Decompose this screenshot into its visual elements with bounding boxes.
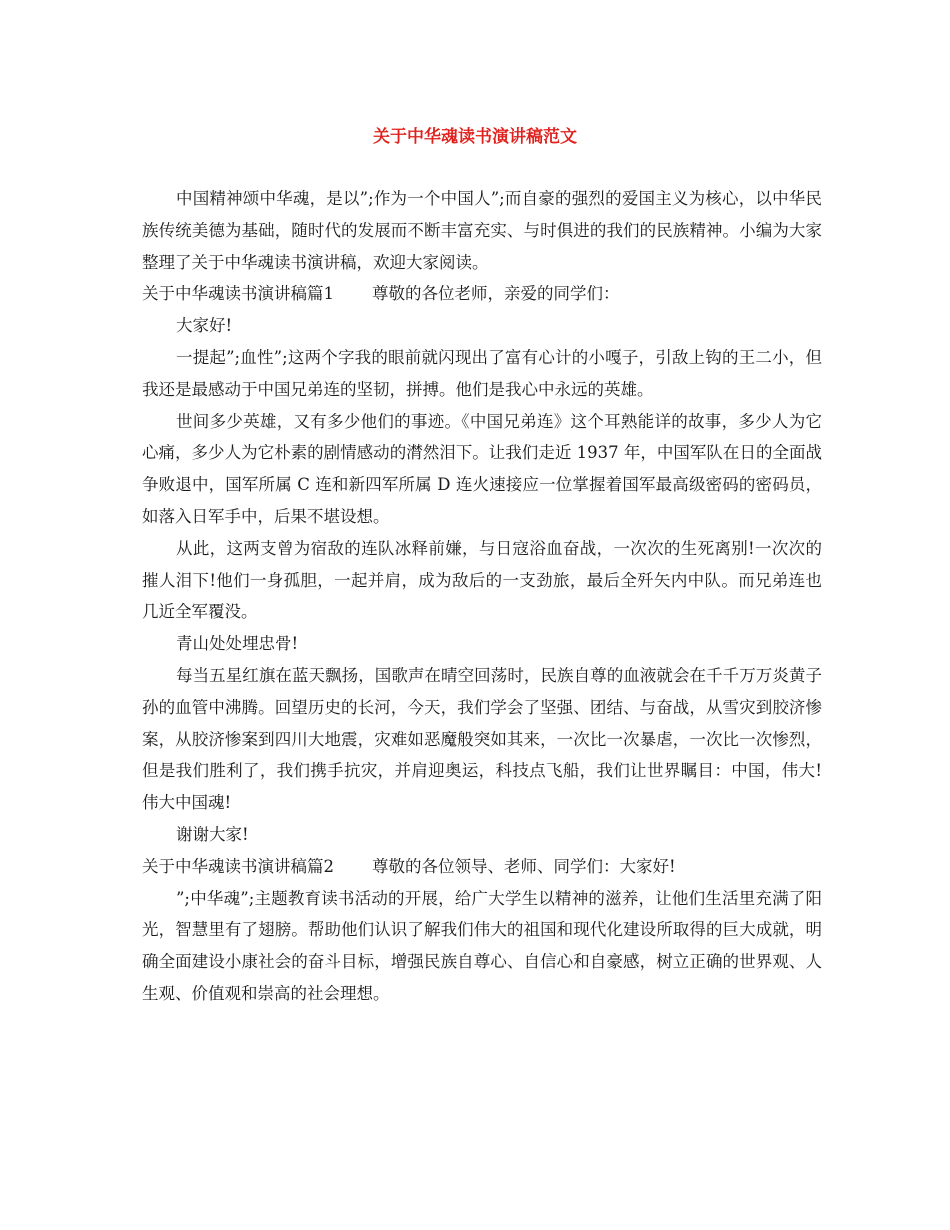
intro-paragraph: 中国精神颂中华魂，是以”;作为一个中国人”;而自豪的强烈的爱国主义为核心，以中华民族传统美德为基础，随时代的发展而不断丰富充实、与时俱进的我们的民族精神。小编为大家整理了关于中华魂读书演讲稿，欢迎大家阅读。 [142, 189, 822, 272]
document-body [142, 183, 822, 1010]
section-2-heading-line [142, 851, 822, 883]
section-1-paragraph: 每当五星红旗在蓝天飘扬，国歌声在晴空回荡时，民族自尊的血液就会在千千万万炎黄子孙的血管中沸腾。回望历史的长河，今天，我们学会了坚强、团结、与奋战，从雪灾到胶济惨案，从胶济惨案到四川大地震，灾难如恶魔般突如其来，一次比一次暴虐，一次比一次惨烈，但是我们胜利了，我们携手抗灾，并肩迎奥运，科技点飞船，我们让世界瞩目：中国，伟大!伟大中国魂! [142, 665, 822, 813]
section-1-salutation: 尊敬的各位老师，亲爱的同学们： [372, 284, 620, 304]
section-1-greeting: 大家好! [176, 316, 233, 336]
section-1-paragraph: 一提起”;血性”;这两个字我的眼前就闪现出了富有心计的小嘎子，引敌上钩的王二小，但我还是最感动于中国兄弟连的坚韧，拼搏。他们是我心中永远的英雄。 [142, 347, 822, 399]
document-title: 关于中华魂读书演讲稿范文 [373, 127, 577, 147]
section-1-paragraph: 青山处处埋忠骨! [176, 634, 299, 654]
section-1-paragraph: 从此，这两支曾为宿敌的连队冰释前嫌，与日寇浴血奋战，一次次的生死离别!一次次的摧人泪下!他们一身孤胆，一起并肩，成为敌后的一支劲旅，最后全歼矢内中队。而兄弟连也几近全军覆没。 [142, 538, 822, 622]
section-2-salutation: 尊敬的各位领导、老师、同学们：大家好! [372, 856, 676, 876]
section-2-heading: 关于中华魂读书演讲稿篇2 [142, 856, 334, 876]
section-1-paragraph: 世间多少英雄，又有多少他们的事迹。《中国兄弟连》这个耳熟能详的故事，多少人为它心痛，多少人为它朴素的剧情感动的潸然泪下。让我们走近 1937 年，中国军队在日的全面战争败退中，国军所属 C 连和新四军所属 D 连火速接应一位掌握着国军最高级密码的密码员，如落入日军手中，后果不堪设想。 [142, 411, 822, 526]
section-2-paragraph: ”;中华魂”;主题教育读书活动的开展，给广大学生以精神的滋养，让他们生活里充满了阳光，智慧里有了翅膀。帮助他们认识了解我们伟大的祖国和现代化建设所取得的巨大成就，明确全面建设小康社会的奋斗目标，增强民族自尊心、自信心和自豪感，树立正确的世界观、人生观、价值观和崇高的社会理想。 [142, 888, 822, 1003]
section-1-closing: 谢谢大家! [176, 824, 249, 844]
section-1-heading-line [142, 278, 822, 310]
section-1-heading: 关于中华魂读书演讲稿篇1 [142, 284, 334, 304]
